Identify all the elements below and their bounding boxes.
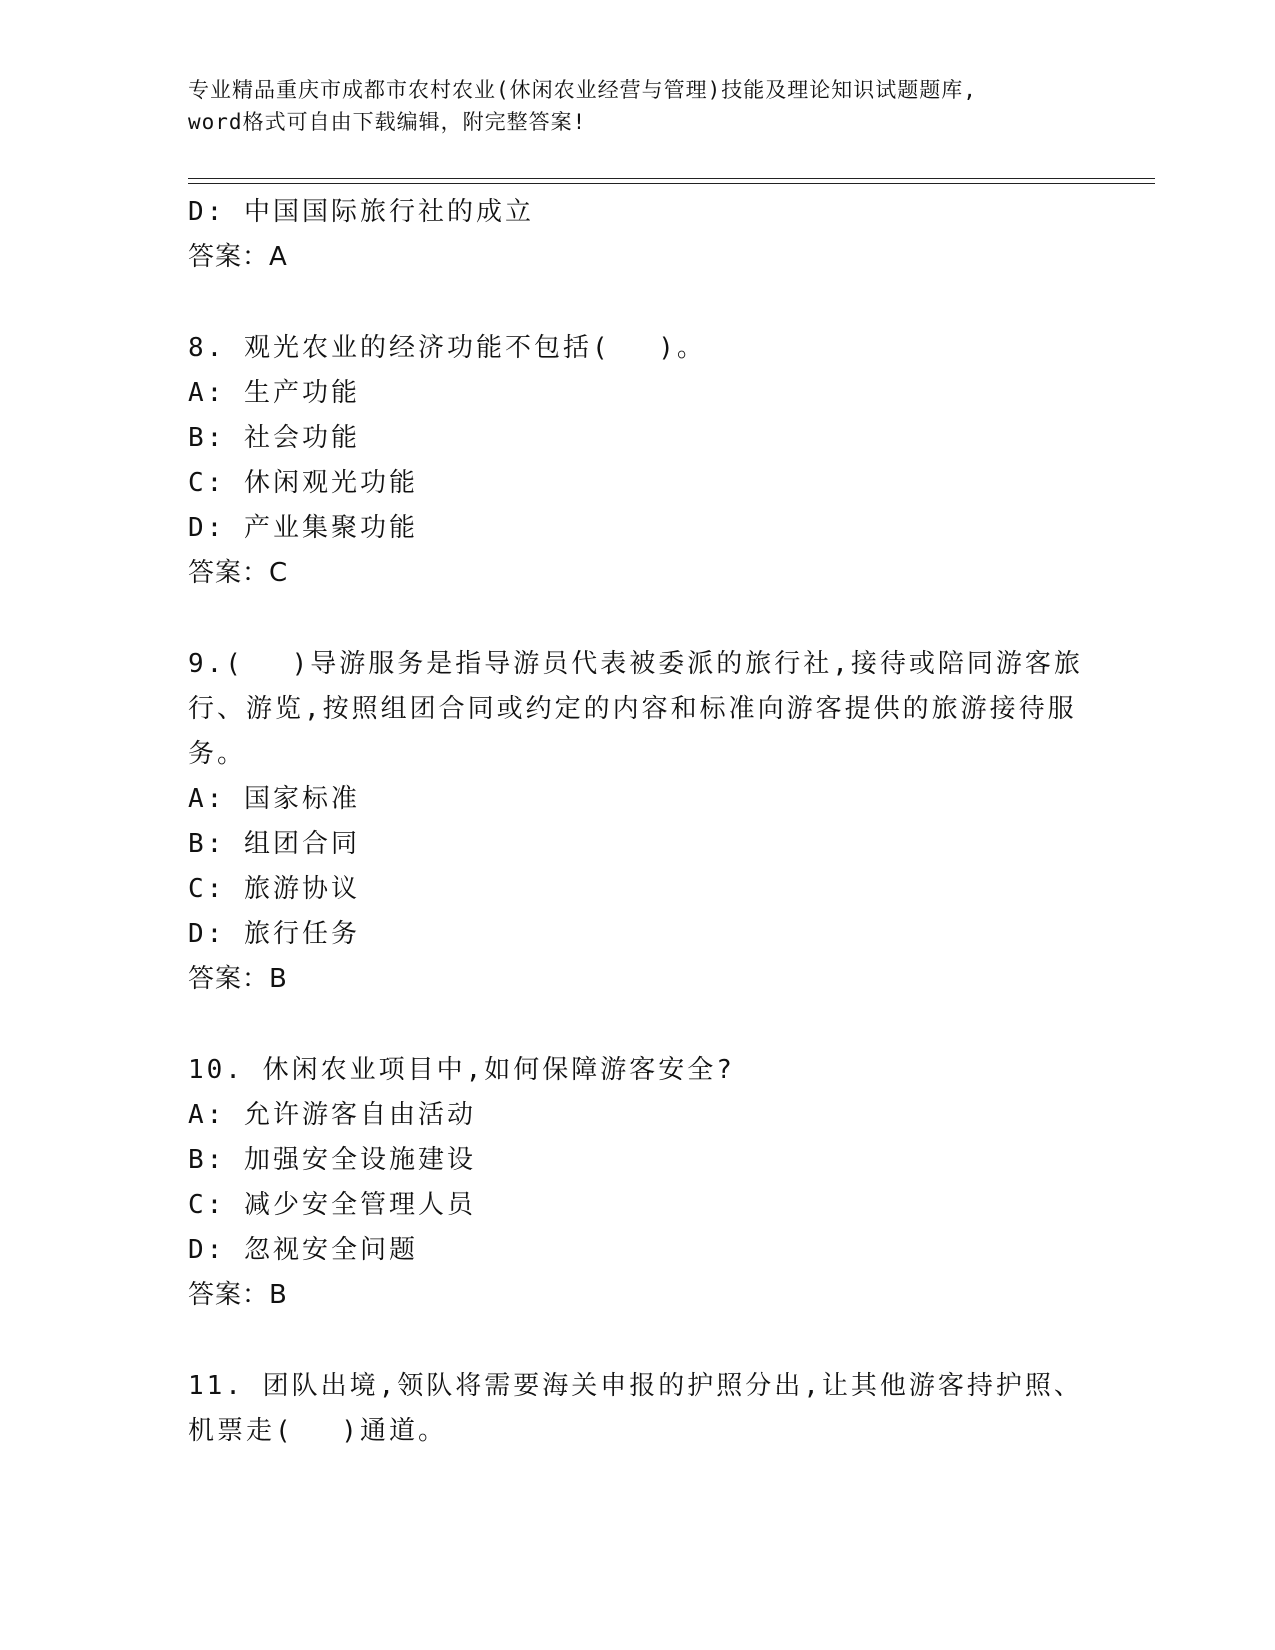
question-stem-line-1: 11. 团队出境,领队将需要海关申报的护照分出,让其他游客持护照、: [188, 1371, 1083, 1401]
option-d: D: 中国国际旅行社的成立: [188, 197, 534, 227]
spacer: [188, 1002, 1088, 1048]
question-8: [188, 326, 1088, 596]
option-c: C: 休闲观光功能: [188, 468, 418, 498]
option-d: D: 忽视安全问题: [188, 1235, 418, 1265]
question-7: [188, 190, 1088, 280]
question-11: [188, 1364, 1088, 1454]
answer: 答案：C: [188, 558, 289, 588]
question-stem: 8. 观光农业的经济功能不包括( )。: [188, 333, 706, 363]
answer: 答案：A: [188, 242, 288, 272]
question-9: [188, 642, 1088, 1002]
option-a: A: 允许游客自由活动: [188, 1100, 476, 1130]
header-divider-bottom: [188, 183, 1155, 184]
answer: 答案：B: [188, 1280, 288, 1310]
header-title-line-1: 专业精品重庆市成都市农村农业(休闲农业经营与管理)技能及理论知识试题题库,: [188, 78, 977, 102]
spacer: [188, 596, 1088, 642]
page-header: [188, 74, 1068, 138]
spacer: [188, 280, 1088, 326]
option-d: D: 产业集聚功能: [188, 513, 418, 543]
option-d: D: 旅行任务: [188, 919, 360, 949]
option-b: B: 社会功能: [188, 423, 360, 453]
option-a: A: 生产功能: [188, 378, 360, 408]
option-c: C: 减少安全管理人员: [188, 1190, 476, 1220]
option-a: A: 国家标准: [188, 784, 360, 814]
spacer: [188, 1318, 1088, 1364]
question-stem: 10. 休闲农业项目中,如何保障游客安全?: [188, 1055, 735, 1085]
question-list: [188, 190, 1088, 1454]
option-b: B: 加强安全设施建设: [188, 1145, 476, 1175]
option-c: C: 旅游协议: [188, 874, 360, 904]
header-divider-top: [188, 178, 1155, 179]
option-b: B: 组团合同: [188, 829, 360, 859]
question-stem-line-3: 务。: [188, 739, 247, 769]
header-title-line-2: word格式可自由下载编辑，附完整答案!: [188, 110, 587, 134]
question-stem-line-2: 行、游览,按照组团合同或约定的内容和标准向游客提供的旅游接待服: [188, 694, 1077, 724]
question-stem-line-1: 9.( )导游服务是指导游员代表被委派的旅行社,接待或陪同游客旅: [188, 649, 1083, 679]
question-10: [188, 1048, 1088, 1318]
question-stem-line-2: 机票走( )通道。: [188, 1416, 447, 1446]
answer: 答案：B: [188, 964, 288, 994]
